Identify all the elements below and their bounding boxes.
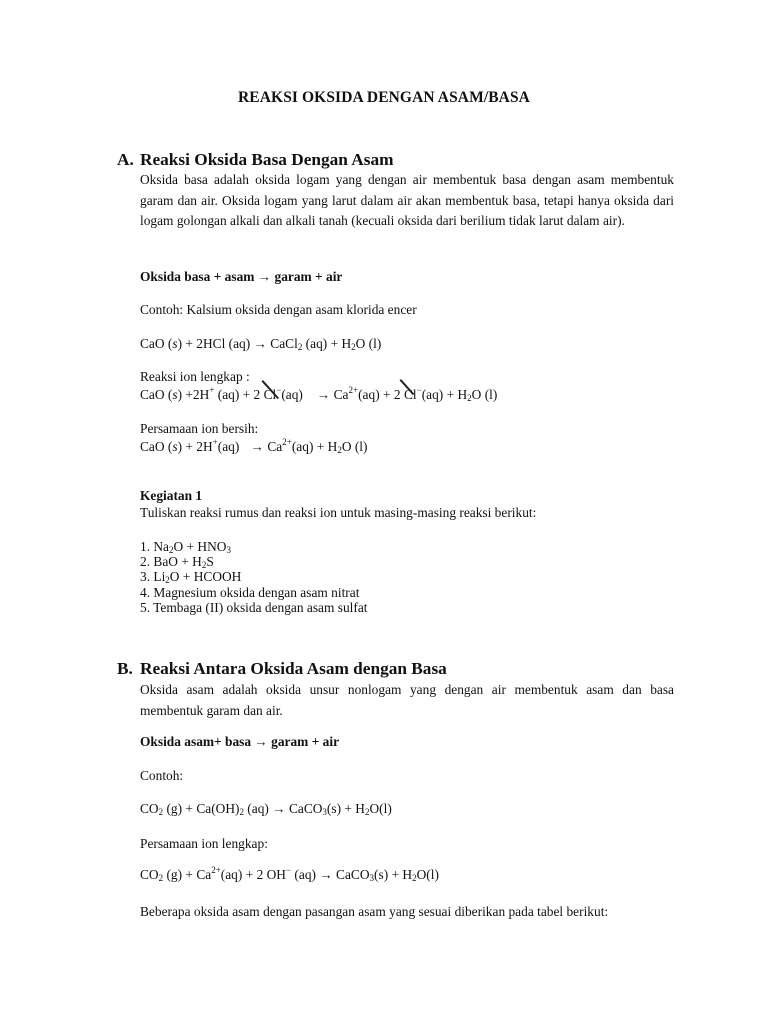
arrow-icon: → [316, 387, 331, 402]
section-b-paragraph: Oksida asam adalah oksida unsur nonlogam yang dengan air membentuk asam dan basa membentuk garam dan air. [140, 682, 674, 718]
arrow-icon: → [253, 336, 267, 351]
section-a-heading [117, 150, 394, 170]
cancelled-chloride-ion: Cl− [403, 385, 422, 402]
section-a-full-ionic-equation: CaO (s) +2H+ (aq) + 2 $Cl^-(aq) \to Ca^{2+}(aq) + 2$ $Cl^-(aq) + H_2O$ (l) [140, 385, 498, 403]
list-item: 5. Tembaga (II) oksida dengan asam sulfat [140, 599, 368, 615]
activity-title: Kegiatan 1 [140, 488, 203, 503]
section-b-full-ionic-equation: $CO_2$ $(g) + Ca^{2+}(aq) + 2$ OH− (aq) → CaCO$_3$(s) + $H_2O(l)$ [140, 865, 439, 883]
section-a-net-ionic-equation: CaO $(s) + 2H^+(aq) \to Ca^{2+}(aq) + H_2O$ (l) [140, 437, 368, 455]
list-item: 1. $Na_2O + HNO_3$ [140, 539, 231, 555]
section-a-full-ionic-label: Reaksi ion lengkap : [140, 369, 250, 384]
section-b-letter: B. [117, 659, 133, 678]
arrow-icon: → [250, 439, 265, 454]
section-b-closing-text: Beberapa oksida asam dengan pasangan asam yang sesuai diberikan pada tabel berikut: [140, 904, 609, 919]
section-a-example-label: Contoh: Kalsium oksida dengan asam klorida encer [140, 302, 417, 317]
cancelled-chloride-ion: Cl− [263, 385, 282, 402]
section-b-general-equation: Oksida asam+ basa → garam + air [140, 734, 340, 749]
section-b-example-label: Contoh: [140, 768, 184, 783]
list-item: 4. Magnesium oksida dengan asam nitrat [140, 584, 360, 600]
page-title: REAKSI OKSIDA DENGAN ASAM/BASA [238, 89, 530, 106]
section-a-general-equation: Oksida basa + asam → garam + air [140, 269, 343, 284]
section-a-reaction-equation: CaO (s) + 2HCl (aq) → CaCl$_2$ $(aq) + H_2O$ (l) [140, 336, 382, 352]
activity-instruction: Tuliskan reaksi rumus dan reaksi ion untuk masing-masing reaksi berikut: [140, 505, 537, 520]
list-item: 2. BaO + $H_2S$ [140, 554, 214, 571]
section-a-title: Reaksi Oksida Basa Dengan Asam [140, 150, 394, 169]
section-a-letter: A. [117, 150, 134, 169]
activity-list [140, 539, 368, 615]
section-a-paragraph: Oksida basa adalah oksida logam yang dengan air membentuk basa dengan asam membentuk garam dan air. Oksida logam yang larut dalam air akan membentuk basa, tetapi hanya oksida dari logam golongan alkali dan alkali tanah (kecuali oksida dari berilium tidak larut dalam air). [140, 172, 674, 228]
section-b-full-ionic-label: Persamaan ion lengkap: [140, 836, 268, 851]
section-b-title: Reaksi Antara Oksida Asam dengan Basa [140, 659, 447, 678]
list-item: 3. $Li_2O$ + HCOOH [140, 569, 242, 586]
section-b-heading [117, 659, 447, 679]
section-a-net-ionic-label: Persamaan ion bersih: [140, 421, 259, 436]
section-b-reaction-equation: $CO_2$ $(g) + Ca(OH)_2$ (aq) → CaCO$_3$(s) + $H_2O(l)$ [140, 801, 392, 817]
